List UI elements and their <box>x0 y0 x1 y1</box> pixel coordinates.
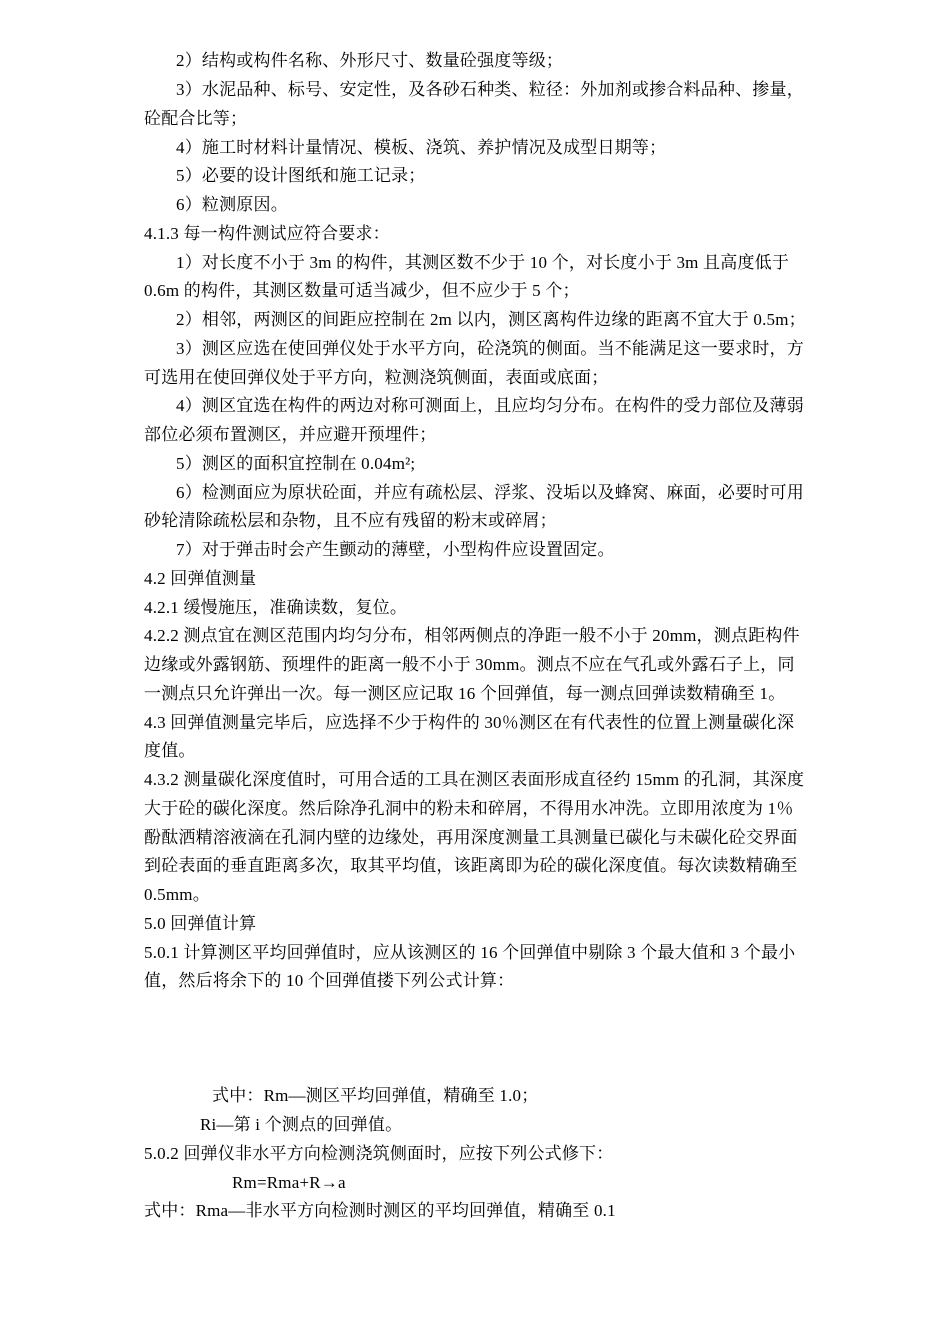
text-line: 可选用在使回弹仪处于平方向，粒测浇筑侧面，表面或底面； <box>144 368 609 387</box>
text-line: 5.0.2 回弹仪非水平方向检测浇筑侧面时，应按下列公式修下： <box>144 1144 614 1163</box>
text-line: 酚酞洒精溶液滴在孔洞内壁的边缘处，再用深度测量工具测量已碳化与未碳化砼交界面 <box>144 828 798 847</box>
formula: Rm=Rma+R→a <box>232 1173 346 1192</box>
formula-note: Ri—第 i 个测点的回弹值。 <box>200 1115 403 1134</box>
text-line: 4.3 回弹值测量完毕后，应选择不少于构件的 30％测区在有代表性的位置上测量碳化深 <box>144 713 795 732</box>
text-line: 6）检测面应为原状砼面，并应有疏松层、浮浆、没垢以及蜂窝、麻面，必要时可用 <box>176 483 804 502</box>
text-line: 5.0.1 计算测区平均回弹值时，应从该测区的 16 个回弹值中剔除 3 个最大值和 3 个最小 <box>144 943 796 962</box>
text-line: 边缘或外露钢筋、预埋件的距离一般不小于 30mm。测点不应在气孔或外露石子上，同 <box>144 655 795 674</box>
text-line: 4）施工时材料计量情况、模板、浇筑、养护情况及成型日期等； <box>176 138 667 157</box>
text-line: 0.6m 的构件，其测区数量可适当减少，但不应少于 5 个； <box>144 281 580 300</box>
formula-note: 式中：Rma—非水平方向检测时测区的平均回弹值，精确至 0.1 <box>144 1201 616 1220</box>
text-line: 砼配合比等； <box>144 109 248 128</box>
text-line: 度值。 <box>144 741 196 760</box>
text-line: 4）测区宜选在构件的两边对称可测面上，且应均匀分布。在构件的受力部位及薄弱 <box>176 396 804 415</box>
text-line: 2）结构或构件名称、外形尺寸、数量砼强度等级； <box>176 51 564 70</box>
text-line: 4.3.2 测量碳化深度值时，可用合适的工具在测区表面形成直径约 15mm 的孔洞，其深度 <box>144 770 805 789</box>
text-line: 一测点只允许弹出一次。每一测区应记取 16 个回弹值，每一测点回弹读数精确至 1。 <box>144 684 786 703</box>
text-line: 3）水泥品种、标号、安定性，及各砂石种类、粒径：外加剂或掺合料品种、掺量， <box>176 80 804 99</box>
text-line: 部位必须布置测区，并应避开预埋件； <box>144 425 437 444</box>
text-line: 砂轮清除疏松层和杂物，且不应有残留的粉末或碎屑； <box>144 511 557 530</box>
section-heading: 5.0 回弹值计算 <box>144 914 257 933</box>
text-line: 大于砼的碳化深度。然后除净孔洞中的粉未和碎屑，不得用水冲洗。立即用浓度为 1％ <box>144 799 794 818</box>
text-line: 2）相邻，两测区的间距应控制在 2m 以内，测区离构件边缘的距离不宜大于 0.5m； <box>176 310 806 329</box>
text-line: 4.2.1 缓慢施压，准确读数，复位。 <box>144 598 408 617</box>
text-line: 5）测区的面积宜控制在 0.04m²; <box>176 454 416 473</box>
formula-note: 式中：Rm—测区平均回弹值，精确至 1.0； <box>212 1086 539 1105</box>
text-line: 3）测区应选在使回弹仪处于水平方向，砼浇筑的侧面。当不能满足这一要求时，方 <box>176 339 804 358</box>
text-line: 4.2.2 测点宜在测区范围内均匀分布，相邻两侧点的净距一般不小于 20mm，测点距构件 <box>144 626 800 645</box>
text-line: 到砼表面的垂直距离多次，取其平均值，该距离即为砼的碳化深度值。每次读数精确至 <box>144 856 798 875</box>
text-line: 6）粒测原因。 <box>176 195 288 214</box>
section-heading: 4.2 回弹值测量 <box>144 569 257 588</box>
text-line: 1）对长度不小于 3m 的构件，其测区数不少于 10 个，对长度小于 3m 且高度低于 <box>176 253 790 272</box>
text-line: 0.5mm。 <box>144 885 210 904</box>
text-line: 7）对于弹击时会产生颤动的薄壁，小型构件应设置固定。 <box>176 540 615 559</box>
section-heading: 4.1.3 每一构件测试应符合要求： <box>144 224 390 243</box>
text-line: 5）必要的设计图纸和施工记录； <box>176 166 426 185</box>
text-line: 值，然后将余下的 10 个回弹值搂下列公式计算： <box>144 971 515 990</box>
